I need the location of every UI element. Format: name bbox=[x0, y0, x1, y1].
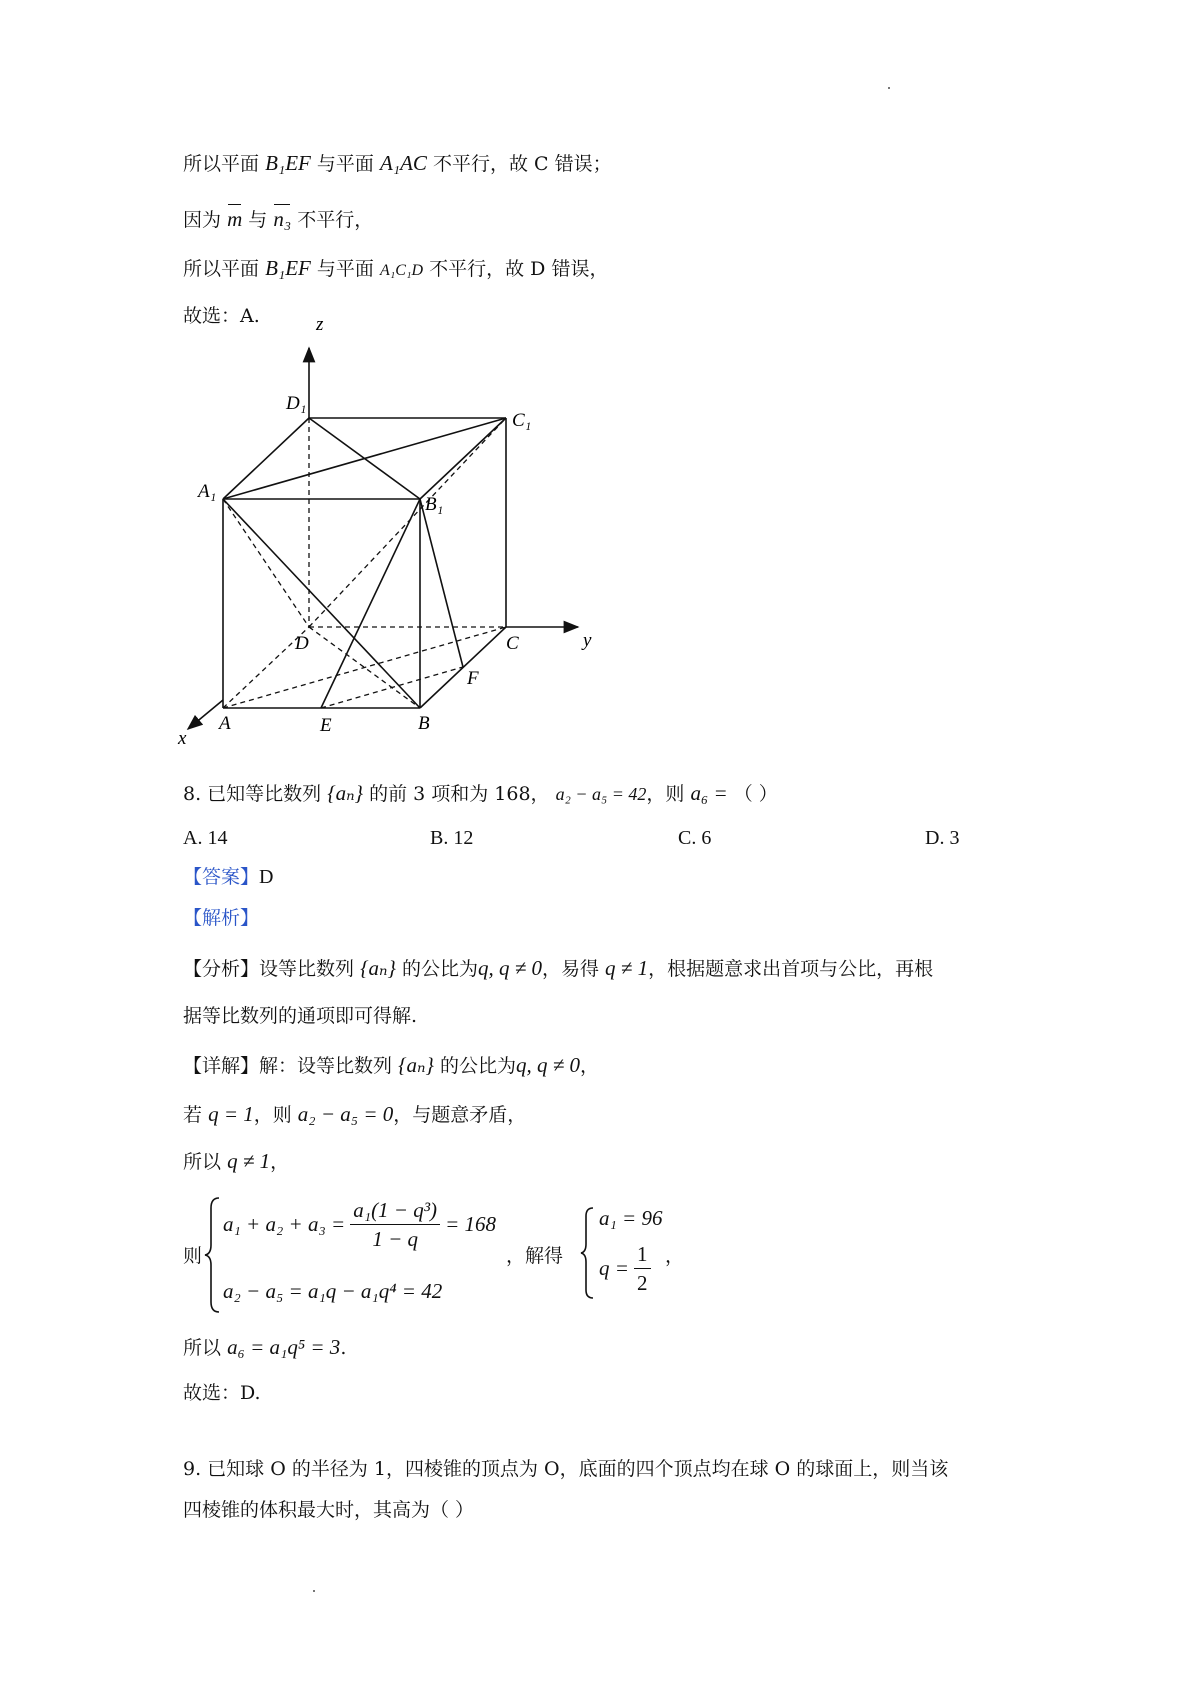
segment-b1f bbox=[420, 499, 463, 667]
label-d: D bbox=[295, 633, 309, 654]
left-brace bbox=[203, 1196, 223, 1314]
equation-2: a₂ − a₅ = a₁q − a₁q⁴ = 42 bbox=[223, 1279, 443, 1303]
fenxi-line-2 bbox=[183, 1003, 417, 1029]
equation-1 bbox=[223, 1196, 496, 1253]
eq1-fraction bbox=[350, 1196, 440, 1253]
text: ， bbox=[579, 1055, 599, 1077]
scan-speck bbox=[888, 87, 890, 89]
target-a6: a₆ = bbox=[690, 781, 728, 805]
eq1-left: a₁ + a₂ + a₃ = bbox=[223, 1212, 346, 1236]
a6-result: a₆ = a₁q⁵ = 3 bbox=[227, 1335, 341, 1359]
text: ， bbox=[665, 1245, 685, 1267]
vector-n3-label: n₃ bbox=[273, 207, 292, 231]
vector-m-label: m bbox=[227, 207, 243, 231]
label-d1: D₁ bbox=[286, 393, 307, 414]
text: . bbox=[340, 1337, 347, 1359]
text: ， bbox=[270, 1151, 290, 1173]
xiangjie-line-5 bbox=[183, 1334, 346, 1361]
segment-d1b1 bbox=[309, 418, 420, 499]
q8-stem bbox=[183, 780, 778, 807]
text: 8. 已知等比数列 bbox=[183, 783, 322, 805]
ratio-cond: q, q ≠ 0 bbox=[515, 1053, 580, 1077]
sol-q-fraction bbox=[634, 1240, 651, 1297]
answer-value: D bbox=[259, 866, 274, 888]
solution-q bbox=[599, 1240, 651, 1297]
label-a: A bbox=[219, 713, 231, 734]
text: 设等比数列 bbox=[259, 958, 355, 980]
text: 所以 bbox=[183, 1151, 222, 1173]
text: ，与题意矛盾， bbox=[393, 1104, 527, 1126]
text: 的前 3 项和为 168， bbox=[369, 783, 550, 805]
sequence-an: {aₙ} bbox=[398, 1053, 434, 1077]
sequence-an: {aₙ} bbox=[360, 956, 396, 980]
text: 故选：A. bbox=[183, 305, 260, 327]
xiangjie-line-6 bbox=[183, 1380, 261, 1406]
condition: a₂ − a₅ = 42 bbox=[555, 784, 647, 804]
text: 因为 bbox=[183, 209, 222, 231]
text: ，则 bbox=[253, 1104, 292, 1126]
answer-line bbox=[183, 864, 273, 890]
text: 若 bbox=[183, 1104, 203, 1126]
solution-a1: a₁ = 96 bbox=[599, 1206, 663, 1230]
option-c: C. 6 bbox=[678, 827, 712, 849]
scan-speck bbox=[313, 1590, 315, 1592]
text: 解：设等比数列 bbox=[259, 1055, 393, 1077]
eq1-numerator: a₁(1 − q³) bbox=[350, 1196, 440, 1225]
hidden-dc1 bbox=[309, 418, 506, 627]
text: 不平行，故 C 错误； bbox=[432, 153, 612, 175]
eq1-denominator: 1 − q bbox=[372, 1227, 418, 1251]
text-line-3 bbox=[183, 255, 608, 284]
text: ，根据题意求出首项与公比，再根 bbox=[648, 958, 934, 980]
xiangjie-line-1 bbox=[183, 1052, 599, 1079]
vector-n3 bbox=[273, 202, 291, 232]
a2-a5-zero: a₂ − a₅ = 0 bbox=[297, 1102, 394, 1126]
sol-q-denominator: 2 bbox=[637, 1271, 648, 1295]
label-e: E bbox=[320, 715, 332, 736]
fenxi-line-1 bbox=[183, 955, 933, 982]
xiangjie-tag: 【详解】 bbox=[183, 1055, 260, 1077]
answer-tag: 【答案】 bbox=[183, 866, 260, 888]
plane-b1ef: B₁EF bbox=[265, 151, 311, 175]
axis-z-text: z bbox=[316, 314, 324, 335]
label-c1: C₁ bbox=[512, 410, 532, 431]
text: 不平行，故 D 错误， bbox=[429, 258, 609, 280]
sol-q-numerator: 1 bbox=[634, 1240, 651, 1269]
q9-line-2 bbox=[183, 1497, 474, 1523]
text: 不平行， bbox=[297, 209, 374, 231]
text: 的公比为 bbox=[439, 1055, 516, 1077]
answer-paren: （ ） bbox=[733, 783, 778, 805]
text: 与平面 bbox=[316, 153, 374, 175]
text: 则 bbox=[183, 1245, 203, 1267]
text: ，则 bbox=[646, 783, 685, 805]
label-a1: A₁ bbox=[198, 481, 217, 502]
text-line-1 bbox=[183, 150, 612, 177]
q-eq-1: q = 1 bbox=[208, 1102, 254, 1126]
text-line-4 bbox=[183, 303, 260, 329]
equation-system bbox=[183, 1196, 743, 1314]
text: 四棱锥的体积最大时，其高为（ ） bbox=[183, 1499, 475, 1521]
q9-line-1 bbox=[183, 1456, 948, 1482]
segment-b1e bbox=[321, 499, 420, 708]
option-d: D. 3 bbox=[925, 827, 960, 849]
hidden-a1d bbox=[223, 499, 309, 627]
solution-brace bbox=[579, 1206, 597, 1300]
text: 与平面 bbox=[316, 258, 374, 280]
plane-b1ef: B₁EF bbox=[265, 256, 311, 280]
ratio-cond: q, q ≠ 0 bbox=[477, 956, 542, 980]
axis-y-text: y bbox=[583, 630, 592, 651]
label-f: F bbox=[467, 668, 479, 689]
x-axis bbox=[188, 700, 223, 729]
text: 故选：D. bbox=[183, 1382, 261, 1404]
text: 与 bbox=[248, 209, 268, 231]
fenxi-tag: 【分析】 bbox=[183, 958, 260, 980]
label-c: C bbox=[506, 633, 519, 654]
text: ，易得 bbox=[541, 958, 599, 980]
sequence-an: {aₙ} bbox=[327, 781, 364, 805]
eq1-right: = 168 bbox=[445, 1212, 497, 1236]
axis-x-text: x bbox=[178, 728, 187, 749]
q-ne-1: q ≠ 1 bbox=[227, 1149, 271, 1173]
text: 所以 bbox=[183, 1337, 222, 1359]
text-line-2 bbox=[183, 202, 373, 233]
text: 9. 已知球 O 的半径为 1，四棱锥的顶点为 O，底面的四个顶点均在球 O 的球面上，则当该 bbox=[183, 1458, 949, 1480]
text: 据等比数列的通项即可得解. bbox=[183, 1005, 418, 1027]
option-a: A. 14 bbox=[183, 827, 228, 849]
text: 的公比为 bbox=[401, 958, 478, 980]
xiangjie-line-2 bbox=[183, 1101, 526, 1128]
label-b1: B₁ bbox=[425, 494, 444, 515]
sol-q-left: q = bbox=[599, 1256, 629, 1280]
text: 所以平面 bbox=[183, 258, 260, 280]
option-b: B. 12 bbox=[430, 827, 474, 849]
label-b: B bbox=[418, 713, 430, 734]
ratio-ne-1: q ≠ 1 bbox=[605, 956, 649, 980]
segment-a1b bbox=[223, 499, 420, 708]
plane-a1ac: A₁AC bbox=[379, 151, 427, 175]
text: 所以平面 bbox=[183, 153, 260, 175]
vector-m bbox=[227, 202, 242, 232]
xiangjie-line-3 bbox=[183, 1148, 289, 1175]
analysis-line bbox=[183, 905, 259, 931]
analysis-tag: 【解析】 bbox=[183, 907, 260, 929]
plane-a1c1d: A₁C₁D bbox=[379, 262, 424, 279]
text: ，解得 bbox=[506, 1245, 564, 1267]
